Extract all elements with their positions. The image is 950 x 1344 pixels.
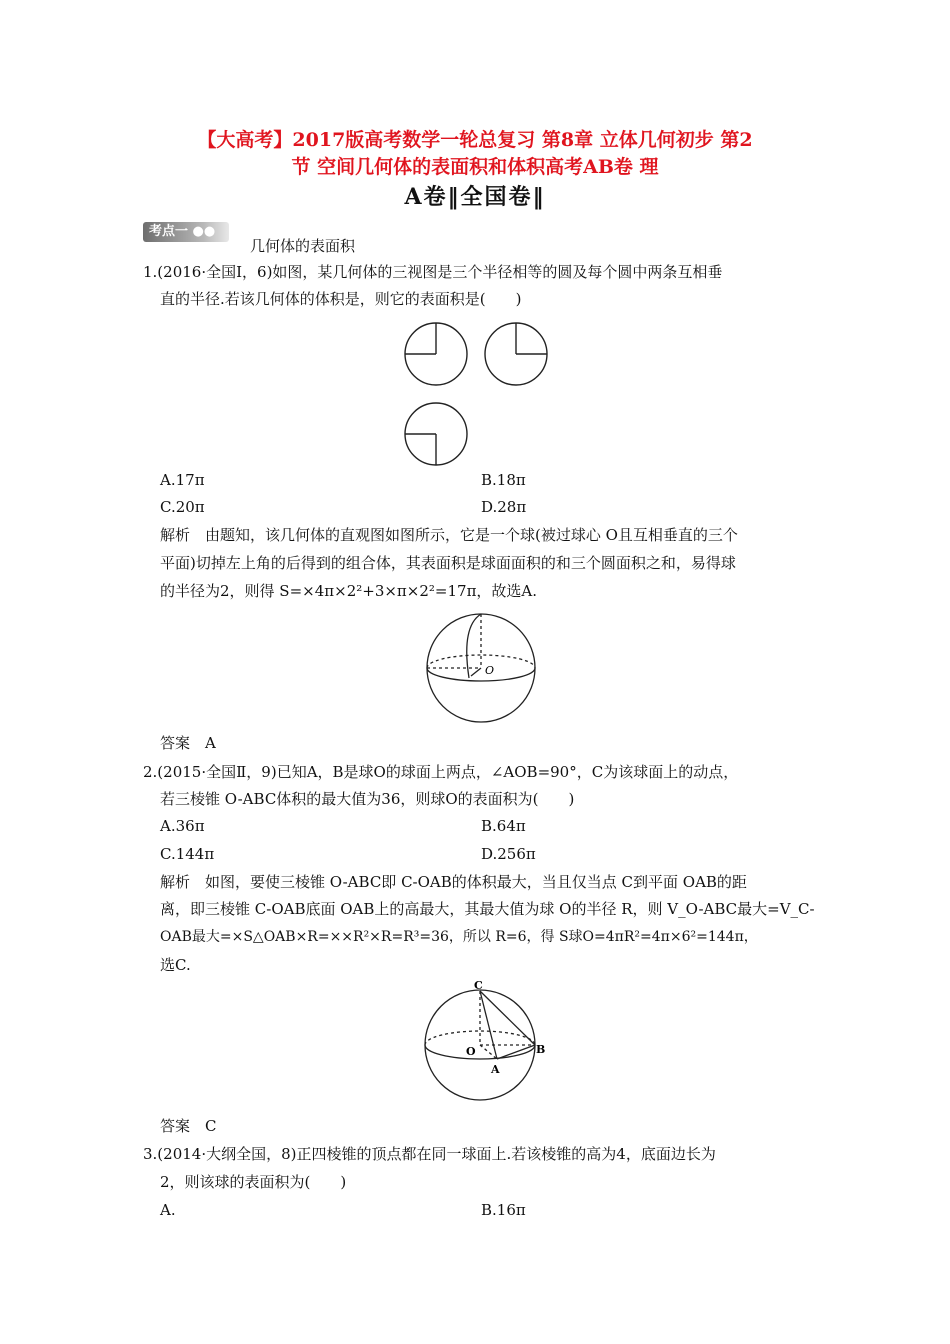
q1-option-d: D.28π [481,498,527,516]
three-view-diagram [400,318,560,478]
section-title: 几何体的表面积 [250,237,356,255]
q2-stem-line1: 2.(2015·全国Ⅱ，9)已知A，B是球O的球面上两点，∠AOB=90°，C为该球面上的动点， [143,763,739,781]
q1-option-b: B.18π [481,471,526,489]
q2-solution-line3: OAB最大=×S△OAB×R=××R²×R=R³=36，所以 R=6，得 S球O=4πR²=4π×6²=144π， [160,929,758,945]
paper-subtitle: A卷‖全国卷‖ [404,184,546,210]
q2-sphere-figure [420,979,550,1103]
document-title-line2: 节 空间几何体的表面积和体积高考AB卷 理 [291,156,659,178]
q3-option-b: B.16π [481,1201,526,1219]
q2-option-d: D.256π [481,845,536,863]
q2-option-c: C.144π [160,845,215,863]
q2-figure-label-a: A [491,1063,500,1076]
section-badge-label: 考点一 [149,224,189,239]
q1-stem-line1: 1.(2016·全国Ⅰ，6)如图，某几何体的三视图是三个半径相等的圆及每个圆中两条互相垂 [143,263,723,281]
q3-option-a: A. [160,1201,176,1219]
q2-option-b: B.64π [481,817,526,835]
q1-option-a: A.17π [160,471,205,489]
q1-solution-line2: 平面)切掉左上角的后得到的组合体，其表面积是球面面积的和三个圆面积之和，易得球 [160,554,736,572]
q3-stem-line2: 2，则该球的表面积为( ) [160,1173,347,1191]
q2-figure-label-c: C [474,979,483,992]
q1-option-c: C.20π [160,498,205,516]
q2-figure-label-o: O [466,1045,476,1058]
q3-stem-line1: 3.(2014·大纲全国，8)正四棱锥的顶点都在同一球面上.若该棱锥的高为4，底面边长为 [143,1145,716,1163]
q2-stem-line2: 若三棱锥 O-ABC体积的最大值为36，则球O的表面积为( ) [160,790,575,808]
section-badge: 考点一 ●● [143,222,229,242]
q1-sphere-figure [425,612,537,724]
q1-solution-line3: 的半径为2，则得 S=×4π×2²+3×π×2²=17π，故选A. [160,582,538,600]
q1-answer: 答案 A [160,734,216,752]
q2-solution-line2: 离，即三棱锥 C-OAB底面 OAB上的高最大，其最大值为球 O的半径 R，则 V_O-ABC最大=V_C- [160,900,815,918]
document-title-line1: 【大高考】2017版高考数学一轮总复习 第8章 立体几何初步 第2 [197,129,753,151]
q1-figure-label-o: O [485,664,495,677]
q2-answer: 答案 C [160,1117,217,1135]
q1-stem-line2: 直的半径.若该几何体的体积是，则它的表面积是( ) [160,290,522,308]
q2-solution-line4: 选C. [160,956,191,974]
q2-solution-line1: 解析 如图，要使三棱锥 O-ABC即 C-OAB的体积最大，当且仅当点 C到平面 OAB的距 [160,873,747,891]
q2-option-a: A.36π [160,817,205,835]
q2-figure-label-b: B [536,1043,546,1056]
q1-solution-line1: 解析 由题知，该几何体的直观图如图所示，它是一个球(被过球心 O且互相垂直的三个 [160,526,738,544]
